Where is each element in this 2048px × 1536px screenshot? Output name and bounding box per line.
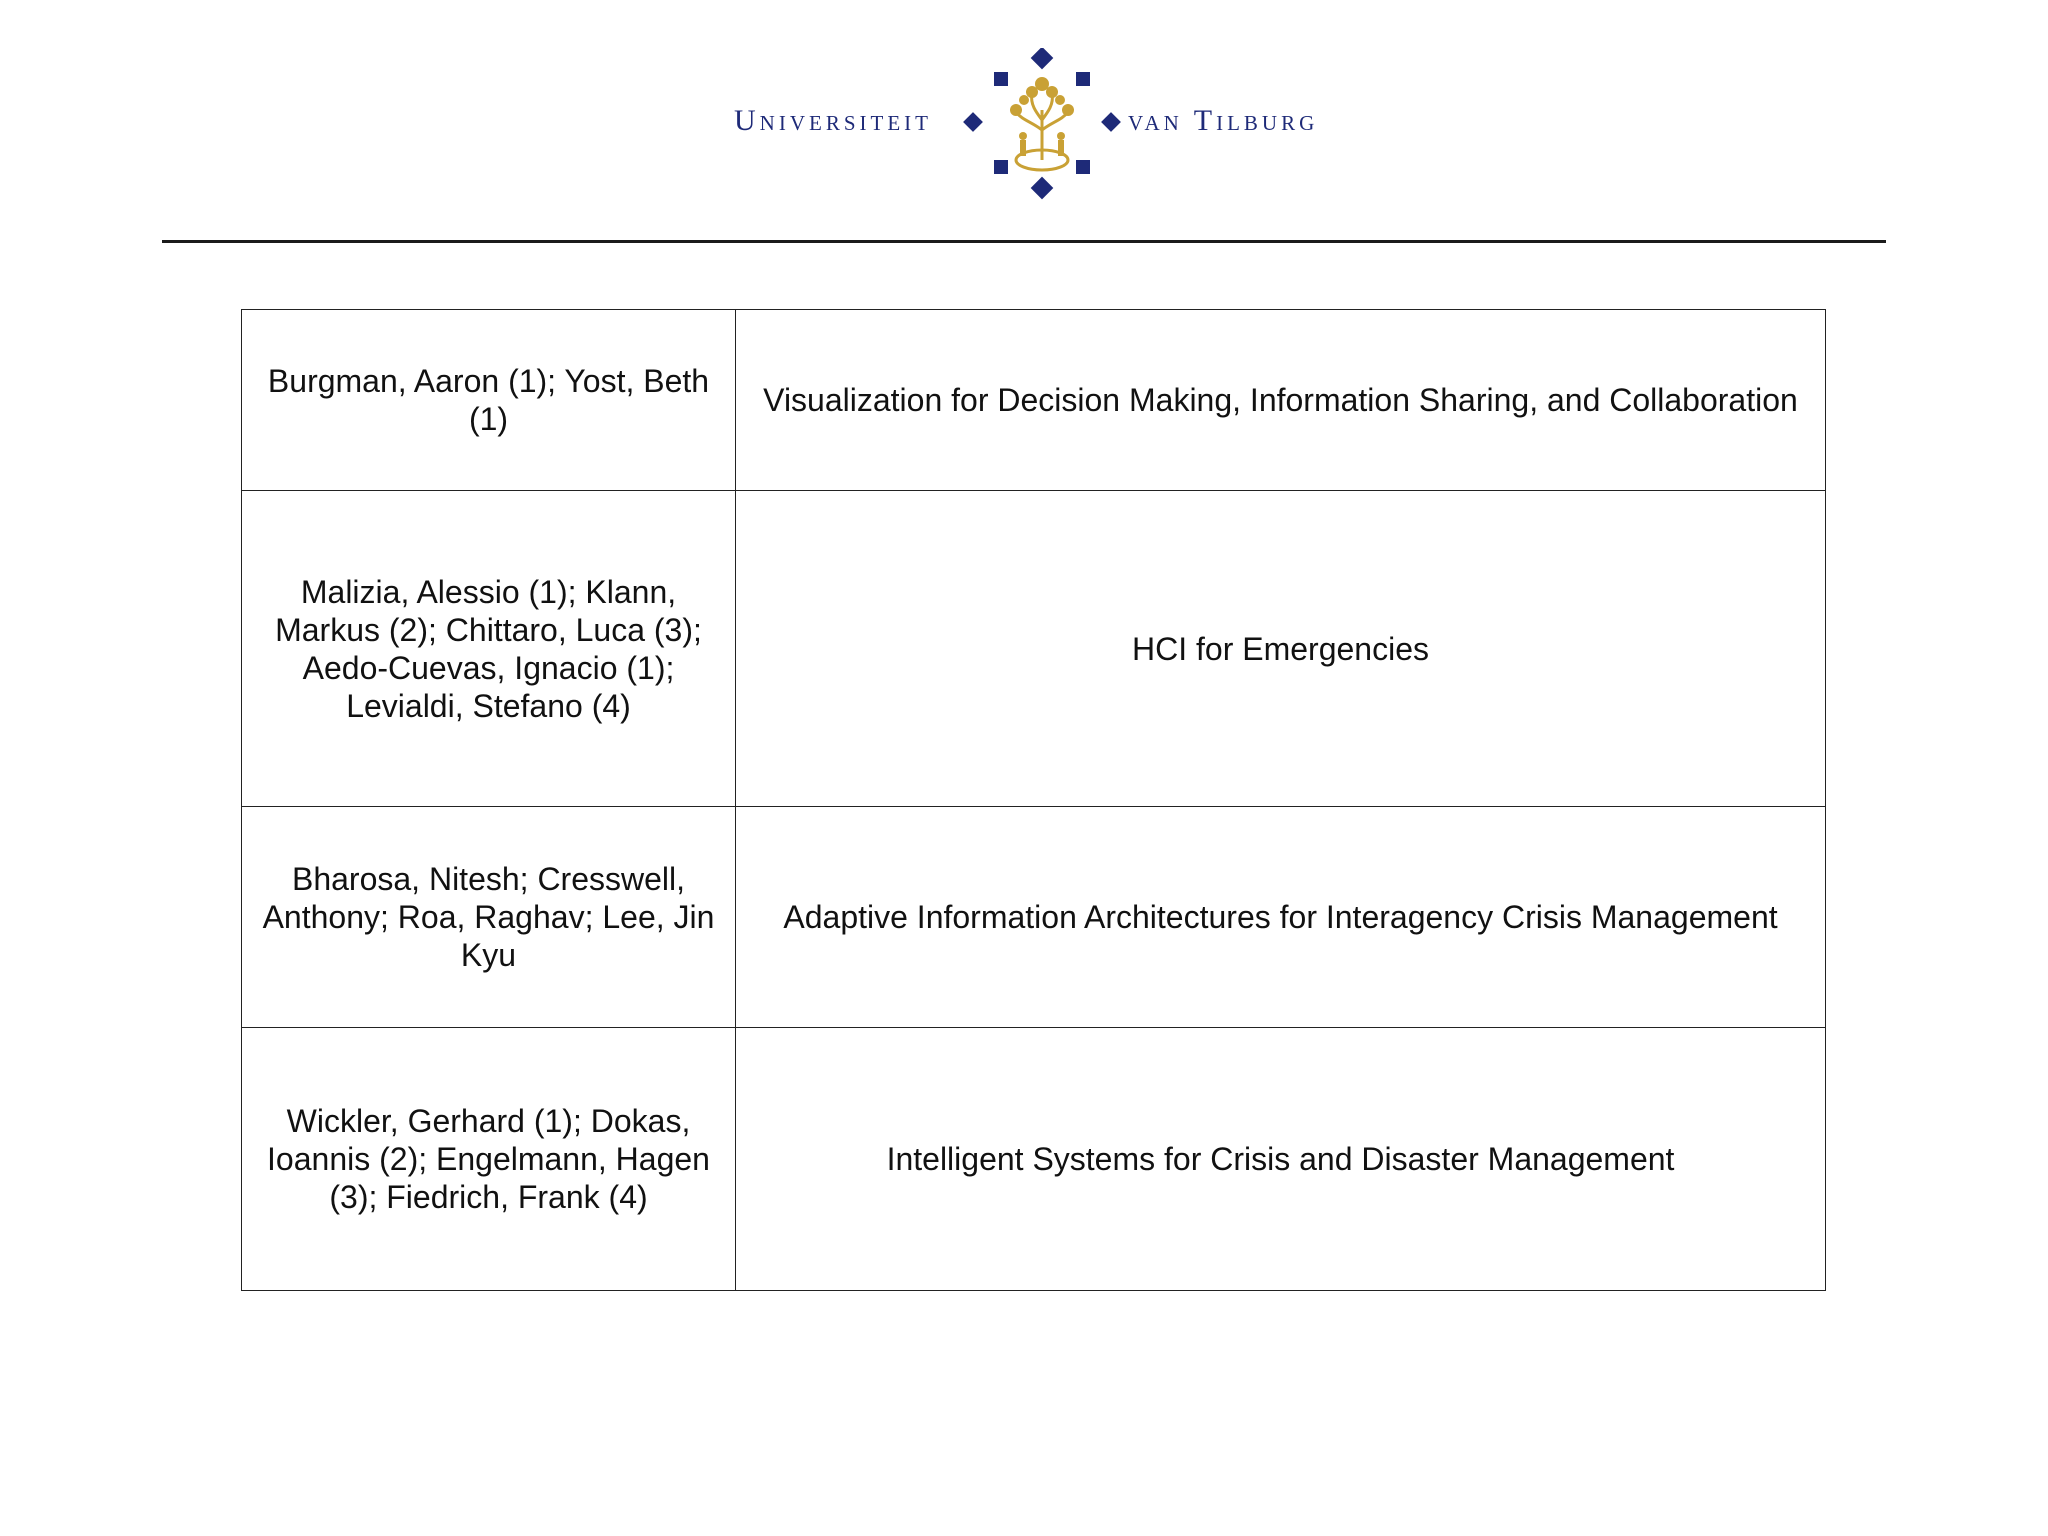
title-cell: Visualization for Decision Making, Information Sharing, and Collaboration <box>736 310 1826 491</box>
authors-cell: Bharosa, Nitesh; Cresswell, Anthony; Roa, Raghav; Lee, Jin Kyu <box>242 807 736 1028</box>
header-divider <box>162 240 1886 243</box>
page-header <box>0 0 2048 210</box>
title-cell: Intelligent Systems for Crisis and Disaster Management <box>736 1028 1826 1291</box>
logo-text-right: van Tilburg <box>1128 104 1319 137</box>
authors-cell: Wickler, Gerhard (1); Dokas, Ioannis (2); Engelmann, Hagen (3); Fiedrich, Frank (4) <box>242 1028 736 1291</box>
university-emblem-tree-icon <box>960 48 1124 200</box>
title-cell: Adaptive Information Architectures for Interagency Crisis Management <box>736 807 1826 1028</box>
table-row <box>242 491 1826 807</box>
authors-cell: Malizia, Alessio (1); Klann, Markus (2); Chittaro, Luca (3); Aedo-Cuevas, Ignacio (1); Levialdi, Stefano (4) <box>242 491 736 807</box>
logo-text-left: Universiteit <box>734 104 932 137</box>
table-row <box>242 1028 1826 1291</box>
table-row <box>242 310 1826 491</box>
authors-cell: Burgman, Aaron (1); Yost, Beth (1) <box>242 310 736 491</box>
table-row <box>242 807 1826 1028</box>
sessions-table <box>241 309 1826 1291</box>
title-cell: HCI for Emergencies <box>736 491 1826 807</box>
